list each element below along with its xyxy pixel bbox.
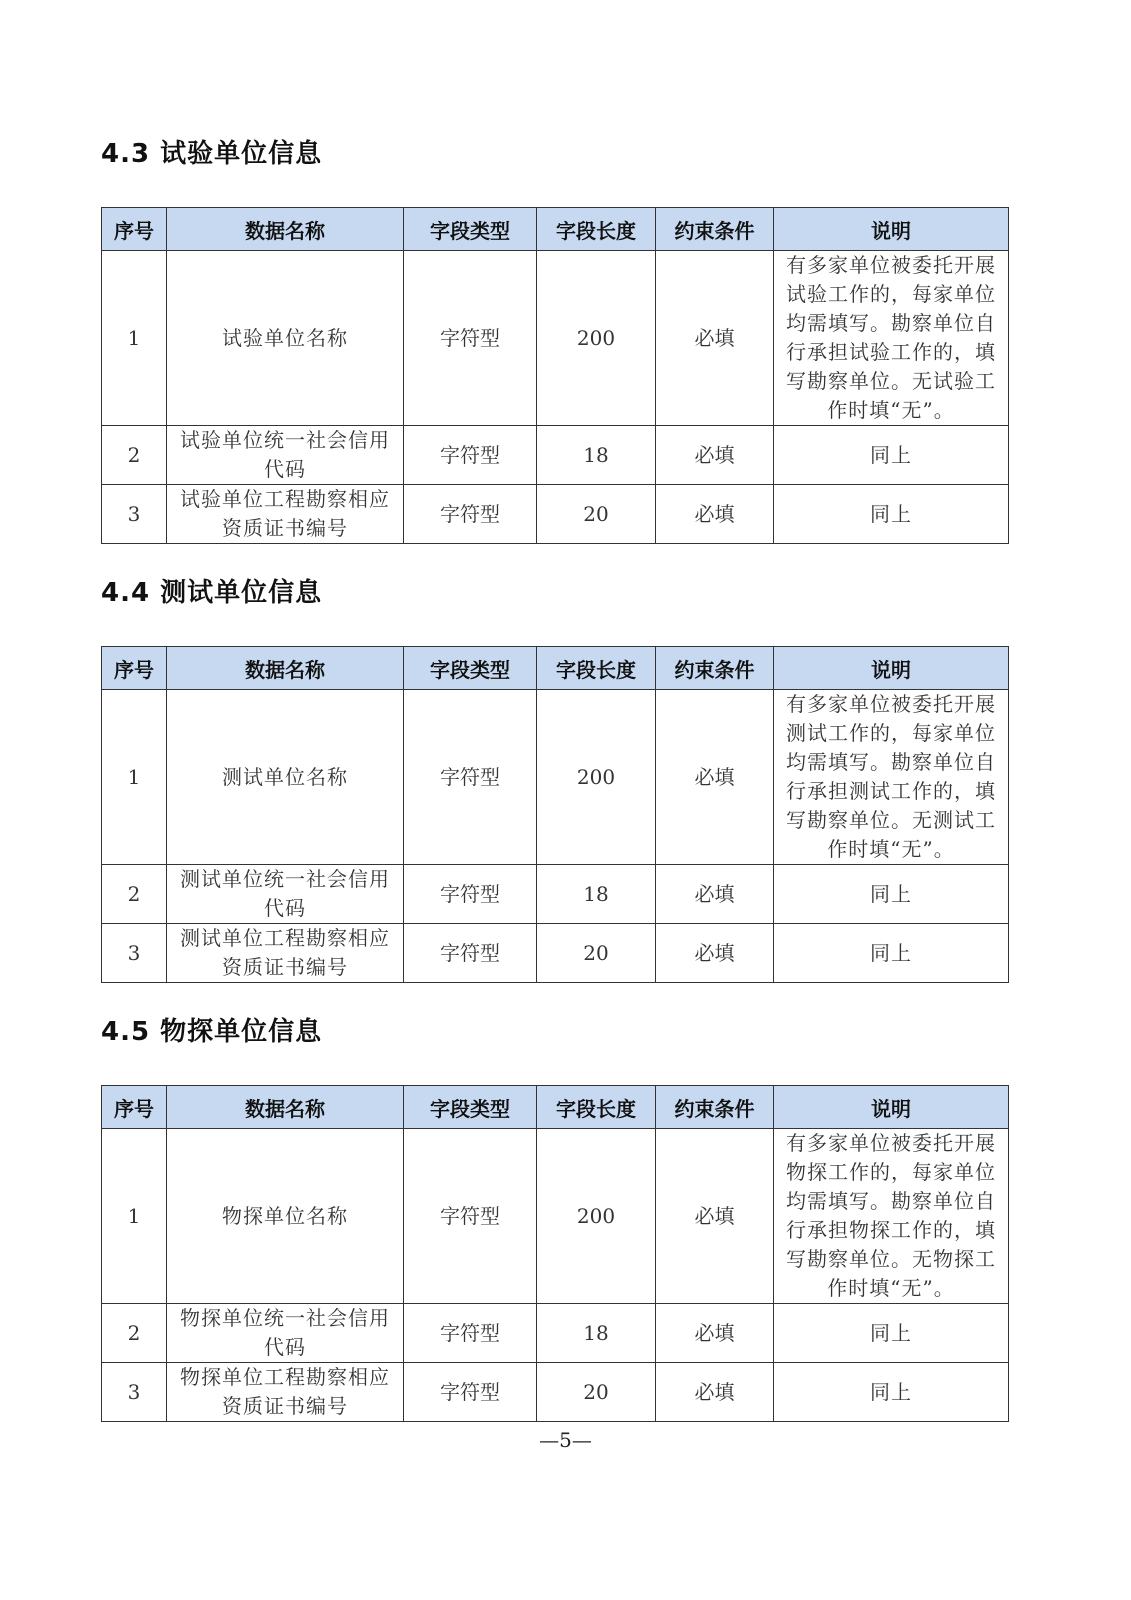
cell-length: 20 [537, 924, 656, 983]
table-row [102, 865, 1009, 924]
section-title-4-4: 4.4 测试单位信息 [101, 578, 323, 608]
cell-constraint: 必填 [656, 426, 774, 485]
cell-desc: 同上 [774, 1304, 1009, 1363]
cell-constraint: 必填 [656, 485, 774, 544]
header-length: 字段长度 [537, 1086, 656, 1129]
cell-type: 字符型 [404, 1129, 537, 1304]
header-desc: 说明 [774, 208, 1009, 251]
cell-length: 20 [537, 1363, 656, 1422]
cell-no: 3 [102, 924, 167, 983]
cell-length: 18 [537, 865, 656, 924]
header-type: 字段类型 [404, 1086, 537, 1129]
header-constraint: 约束条件 [656, 208, 774, 251]
cell-name: 试验单位统一社会信用代码 [167, 426, 404, 485]
table-test-unit [101, 207, 1009, 544]
cell-name: 试验单位工程勘察相应资质证书编号 [167, 485, 404, 544]
cell-desc: 同上 [774, 485, 1009, 544]
table-header-row [102, 647, 1009, 690]
header-length: 字段长度 [537, 208, 656, 251]
cell-type: 字符型 [404, 690, 537, 865]
cell-desc: 同上 [774, 1363, 1009, 1422]
cell-no: 2 [102, 865, 167, 924]
header-no: 序号 [102, 208, 167, 251]
cell-name: 测试单位工程勘察相应资质证书编号 [167, 924, 404, 983]
table-header-row [102, 208, 1009, 251]
cell-type: 字符型 [404, 1304, 537, 1363]
cell-no: 1 [102, 251, 167, 426]
header-desc: 说明 [774, 647, 1009, 690]
cell-no: 1 [102, 690, 167, 865]
cell-no: 3 [102, 485, 167, 544]
cell-desc: 同上 [774, 426, 1009, 485]
cell-name: 物探单位统一社会信用代码 [167, 1304, 404, 1363]
table-row [102, 1363, 1009, 1422]
cell-type: 字符型 [404, 485, 537, 544]
table-row [102, 690, 1009, 865]
header-type: 字段类型 [404, 647, 537, 690]
table-row [102, 426, 1009, 485]
section-title-4-3: 4.3 试验单位信息 [101, 139, 323, 169]
cell-type: 字符型 [404, 924, 537, 983]
cell-constraint: 必填 [656, 690, 774, 865]
cell-constraint: 必填 [656, 1304, 774, 1363]
cell-no: 2 [102, 426, 167, 485]
cell-desc: 有多家单位被委托开展物探工作的，每家单位均需填写。勘察单位自行承担物探工作的，填写勘察单位。无物探工作时填“无”。 [774, 1129, 1009, 1304]
cell-constraint: 必填 [656, 1129, 774, 1304]
cell-desc: 有多家单位被委托开展测试工作的，每家单位均需填写。勘察单位自行承担测试工作的，填写勘察单位。无测试工作时填“无”。 [774, 690, 1009, 865]
cell-type: 字符型 [404, 251, 537, 426]
cell-length: 200 [537, 690, 656, 865]
table-row [102, 485, 1009, 544]
cell-length: 200 [537, 251, 656, 426]
table-row [102, 1129, 1009, 1304]
table-header-row [102, 1086, 1009, 1129]
cell-length: 18 [537, 1304, 656, 1363]
header-type: 字段类型 [404, 208, 537, 251]
cell-constraint: 必填 [656, 924, 774, 983]
cell-type: 字符型 [404, 426, 537, 485]
cell-name: 试验单位名称 [167, 251, 404, 426]
cell-name: 物探单位名称 [167, 1129, 404, 1304]
table-geophysical-unit [101, 1085, 1009, 1422]
cell-desc: 同上 [774, 924, 1009, 983]
table-measure-unit [101, 646, 1009, 983]
cell-type: 字符型 [404, 865, 537, 924]
table-row [102, 1304, 1009, 1363]
section-title-4-5: 4.5 物探单位信息 [101, 1017, 323, 1047]
header-constraint: 约束条件 [656, 647, 774, 690]
header-no: 序号 [102, 647, 167, 690]
table-row [102, 251, 1009, 426]
page-number: —5— [539, 1428, 592, 1452]
cell-length: 200 [537, 1129, 656, 1304]
cell-desc: 有多家单位被委托开展试验工作的，每家单位均需填写。勘察单位自行承担试验工作的，填写勘察单位。无试验工作时填“无”。 [774, 251, 1009, 426]
cell-desc: 同上 [774, 865, 1009, 924]
cell-no: 2 [102, 1304, 167, 1363]
header-name: 数据名称 [167, 647, 404, 690]
header-constraint: 约束条件 [656, 1086, 774, 1129]
cell-name: 测试单位名称 [167, 690, 404, 865]
cell-name: 物探单位工程勘察相应资质证书编号 [167, 1363, 404, 1422]
header-desc: 说明 [774, 1086, 1009, 1129]
cell-constraint: 必填 [656, 865, 774, 924]
cell-constraint: 必填 [656, 251, 774, 426]
cell-length: 20 [537, 485, 656, 544]
cell-no: 1 [102, 1129, 167, 1304]
header-length: 字段长度 [537, 647, 656, 690]
table-row [102, 924, 1009, 983]
cell-type: 字符型 [404, 1363, 537, 1422]
cell-name: 测试单位统一社会信用代码 [167, 865, 404, 924]
cell-constraint: 必填 [656, 1363, 774, 1422]
cell-no: 3 [102, 1363, 167, 1422]
header-name: 数据名称 [167, 1086, 404, 1129]
header-no: 序号 [102, 1086, 167, 1129]
cell-length: 18 [537, 426, 656, 485]
header-name: 数据名称 [167, 208, 404, 251]
